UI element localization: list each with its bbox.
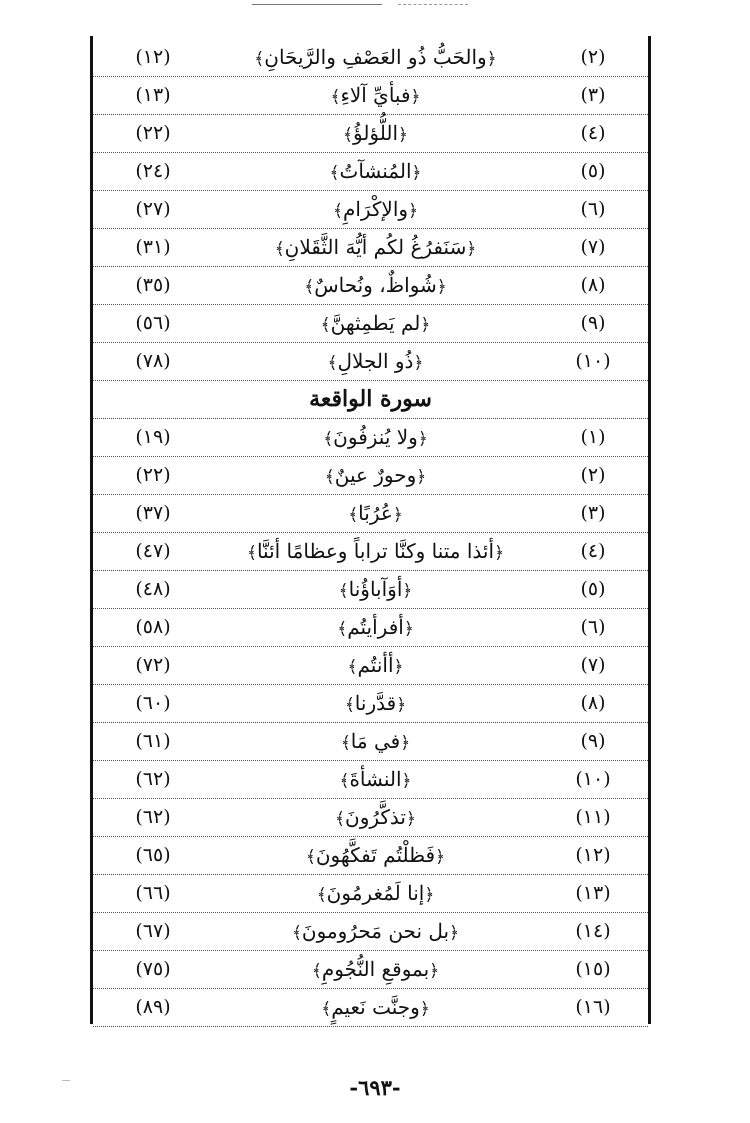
verse-reference: (١٩) <box>135 426 171 448</box>
ornate-bracket-close-icon: ﴾ <box>332 201 343 221</box>
table-row <box>93 76 648 115</box>
quranic-word <box>213 425 538 449</box>
page-number: -٦٩٣- <box>349 1075 401 1100</box>
ornate-bracket-open-icon: ﴿ <box>435 847 446 867</box>
table-row <box>93 912 648 951</box>
quranic-word <box>213 577 538 601</box>
table-row <box>93 722 648 761</box>
quranic-word <box>213 235 538 259</box>
entry-number: (١٤) <box>575 920 611 942</box>
quranic-word <box>213 843 538 867</box>
entry-number: (٨) <box>580 274 606 296</box>
word-text: وحورٌ عينٌ <box>334 463 417 487</box>
entry-number: (٦) <box>580 616 606 638</box>
margin-mark <box>62 1080 70 1081</box>
ornate-bracket-open-icon: ﴿ <box>400 733 411 753</box>
entry-number: (١٣) <box>575 882 611 904</box>
quranic-word <box>213 805 538 829</box>
word-text: والحَبُّ ذُو العَصْفِ والرَّيحَانِ <box>264 45 487 69</box>
verse-reference: (٦٢) <box>135 768 171 790</box>
quranic-word <box>213 83 538 107</box>
quranic-word <box>213 501 538 525</box>
word-text: أئذا متنا وكنَّا تراباً وعظامًا أئنَّا <box>256 539 495 563</box>
ornate-bracket-open-icon: ﴿ <box>393 657 404 677</box>
verse-reference: (٥٨) <box>135 616 171 638</box>
table-row <box>93 760 648 799</box>
ornate-bracket-close-icon: ﴾ <box>324 467 335 487</box>
word-text: بموقعِ النُّجُومِ <box>321 957 430 981</box>
ornate-bracket-open-icon: ﴿ <box>486 49 497 69</box>
ornate-bracket-close-icon: ﴾ <box>320 315 331 335</box>
entry-number: (١٥) <box>575 958 611 980</box>
verse-reference: (٦٢) <box>135 806 171 828</box>
word-text: أفرأيتُم <box>347 615 404 639</box>
entry-number: (٨) <box>580 692 606 714</box>
ornate-bracket-open-icon: ﴿ <box>416 467 427 487</box>
verse-reference: (٦٥) <box>135 844 171 866</box>
verse-reference: (٦٦) <box>135 882 171 904</box>
table-row <box>93 38 648 77</box>
ornate-bracket-close-icon: ﴾ <box>337 619 348 639</box>
entry-number: (٤) <box>580 540 606 562</box>
entry-number: (٣) <box>580 84 606 106</box>
verse-reference: (٢٤) <box>135 160 171 182</box>
table-row <box>93 418 648 457</box>
verse-reference: (٤٧) <box>135 540 171 562</box>
word-text: اللُّؤلؤُ <box>352 121 399 145</box>
quranic-word <box>213 881 538 905</box>
entry-number: (١٦) <box>575 996 611 1018</box>
ornate-bracket-open-icon: ﴿ <box>420 315 431 335</box>
quranic-word <box>213 767 538 791</box>
ornate-bracket-open-icon: ﴿ <box>419 999 430 1019</box>
quranic-word <box>213 653 538 677</box>
ornate-bracket-close-icon: ﴾ <box>311 961 322 981</box>
verse-reference: (٨٩) <box>135 996 171 1018</box>
word-text: أوَآباؤُنا <box>348 577 403 601</box>
ornate-bracket-open-icon: ﴿ <box>398 125 408 145</box>
entry-number: (٢) <box>580 46 606 68</box>
verse-reference: (٤٨) <box>135 578 171 600</box>
ornate-bracket-close-icon: ﴾ <box>316 885 327 905</box>
ornate-bracket-open-icon: ﴿ <box>411 163 422 183</box>
word-table <box>90 36 651 1024</box>
table-row <box>93 494 648 533</box>
ornate-bracket-open-icon: ﴿ <box>436 277 447 297</box>
table-row <box>93 798 648 837</box>
verse-reference: (٧٢) <box>135 654 171 676</box>
word-text: فبأيِّ آلاءِ <box>340 83 411 107</box>
entry-number: (١٠) <box>575 768 611 790</box>
section-heading-row <box>93 380 648 419</box>
ornate-bracket-open-icon: ﴿ <box>417 429 428 449</box>
ornate-bracket-open-icon: ﴿ <box>466 239 477 259</box>
table-row <box>93 646 648 685</box>
table-row <box>93 342 648 381</box>
section-heading: سورة الواقعة <box>309 386 432 412</box>
table-row <box>93 190 648 229</box>
word-text: قدَّرنا <box>354 691 397 715</box>
ornate-bracket-open-icon: ﴿ <box>401 771 412 791</box>
verse-reference: (٣١) <box>135 236 171 258</box>
quranic-word <box>213 691 538 715</box>
table-row <box>93 304 648 343</box>
entry-number: (١٢) <box>575 844 611 866</box>
word-text: وجنَّت نَعيمٍ <box>331 995 420 1019</box>
ornate-bracket-open-icon: ﴿ <box>410 87 421 107</box>
verse-reference: (٦٧) <box>135 920 171 942</box>
table-row <box>93 836 648 875</box>
verse-reference: (٢٢) <box>135 464 171 486</box>
table-row <box>93 608 648 647</box>
entry-number: (٣) <box>580 502 606 524</box>
ornate-bracket-close-icon: ﴾ <box>329 163 340 183</box>
ornate-bracket-open-icon: ﴿ <box>429 961 440 981</box>
verse-reference: (٦١) <box>135 730 171 752</box>
ornate-bracket-close-icon: ﴾ <box>304 277 315 297</box>
entry-number: (١) <box>580 426 606 448</box>
entry-number: (٩) <box>580 730 606 752</box>
quranic-word <box>213 919 538 943</box>
verse-reference: (٣٧) <box>135 502 171 524</box>
ornate-bracket-close-icon: ﴾ <box>254 49 265 69</box>
word-text: إنا لَمُغرمُونَ <box>326 881 425 905</box>
ornate-bracket-close-icon: ﴾ <box>274 239 285 259</box>
verse-reference: (٣٥) <box>135 274 171 296</box>
word-text: عُرُبًا <box>358 501 393 525</box>
ornate-bracket-close-icon: ﴾ <box>305 847 316 867</box>
quranic-word <box>213 349 538 373</box>
word-text: تذكَّرُونَ <box>345 805 406 829</box>
quranic-word <box>213 729 538 753</box>
table-row <box>93 988 648 1027</box>
word-text: بل نحن مَحرُومونَ <box>301 919 450 943</box>
word-text: المُنشآتُ <box>339 159 412 183</box>
quranic-word <box>213 615 538 639</box>
entry-number: (٥) <box>580 578 606 600</box>
entry-number: (٤) <box>580 122 606 144</box>
word-text: شُواظٌ، ونُحاسٌ <box>314 273 437 297</box>
ornate-bracket-open-icon: ﴿ <box>392 505 403 525</box>
ornate-bracket-close-icon: ﴾ <box>291 923 302 943</box>
quranic-word <box>213 957 538 981</box>
ornate-bracket-close-icon: ﴾ <box>348 505 359 525</box>
quranic-word <box>213 463 538 487</box>
ornate-bracket-close-icon: ﴾ <box>338 581 349 601</box>
ornate-bracket-close-icon: ﴾ <box>340 733 351 753</box>
ornate-bracket-close-icon: ﴾ <box>327 353 338 373</box>
ornate-bracket-open-icon: ﴿ <box>413 353 424 373</box>
verse-reference: (١٢) <box>135 46 171 68</box>
ornate-bracket-close-icon: ﴾ <box>343 125 353 145</box>
entry-number: (١٠) <box>575 350 611 372</box>
ornate-bracket-close-icon: ﴾ <box>339 771 350 791</box>
quranic-word <box>213 273 538 297</box>
table-row <box>93 152 648 191</box>
table-row <box>93 950 648 989</box>
verse-reference: (١٣) <box>135 84 171 106</box>
ornate-bracket-close-icon: ﴾ <box>321 999 332 1019</box>
table-row <box>93 874 648 913</box>
ornate-bracket-open-icon: ﴿ <box>405 809 416 829</box>
entry-number: (٦) <box>580 198 606 220</box>
word-text: سَنَفرُغُ لكُم أيُّهَ الثَّقَلانِ <box>284 235 467 259</box>
verse-reference: (٥٦) <box>135 312 171 334</box>
table-row <box>93 684 648 723</box>
verse-reference: (٢٧) <box>135 198 171 220</box>
table-row <box>93 114 648 153</box>
ornate-bracket-close-icon: ﴾ <box>323 429 334 449</box>
verse-reference: (٢٢) <box>135 122 171 144</box>
quranic-word <box>213 159 538 183</box>
table-row <box>93 456 648 495</box>
quranic-word <box>213 121 538 145</box>
verse-reference: (٧٨) <box>135 350 171 372</box>
word-text: في مَا <box>350 729 401 753</box>
quranic-word <box>213 311 538 335</box>
ornate-bracket-close-icon: ﴾ <box>344 695 355 715</box>
word-text: لم يَطمِثهنَّ <box>330 311 421 335</box>
quranic-word <box>213 995 538 1019</box>
ornate-bracket-close-icon: ﴾ <box>246 543 257 563</box>
entry-number: (١١) <box>575 806 611 828</box>
verse-reference: (٦٠) <box>135 692 171 714</box>
word-text: فَظلْتُم تَفكَّهُونَ <box>315 843 436 867</box>
word-text: والإكْرَامِ <box>342 197 409 221</box>
verse-reference: (٧٥) <box>135 958 171 980</box>
entry-number: (٢) <box>580 464 606 486</box>
ornate-bracket-open-icon: ﴿ <box>424 885 435 905</box>
word-text: النشأةَ <box>349 767 402 791</box>
table-row <box>93 532 648 571</box>
ornate-bracket-close-icon: ﴾ <box>330 87 341 107</box>
word-text: ذُو الجلالِ <box>337 349 414 373</box>
word-text: ولا يُنزفُونَ <box>333 425 418 449</box>
ornate-bracket-close-icon: ﴾ <box>335 809 346 829</box>
ornate-bracket-open-icon: ﴿ <box>408 201 419 221</box>
top-rule-dashed <box>398 4 468 5</box>
table-row <box>93 228 648 267</box>
entry-number: (٩) <box>580 312 606 334</box>
table-row <box>93 266 648 305</box>
ornate-bracket-open-icon: ﴿ <box>494 543 505 563</box>
ornate-bracket-close-icon: ﴾ <box>347 657 358 677</box>
quranic-word <box>213 197 538 221</box>
entry-number: (٥) <box>580 160 606 182</box>
ornate-bracket-open-icon: ﴿ <box>403 619 414 639</box>
ornate-bracket-open-icon: ﴿ <box>449 923 460 943</box>
word-text: أأنتُم <box>357 653 394 677</box>
ornate-bracket-open-icon: ﴿ <box>396 695 407 715</box>
entry-number: (٧) <box>580 654 606 676</box>
quranic-word <box>213 45 538 69</box>
ornate-bracket-open-icon: ﴿ <box>402 581 413 601</box>
entry-number: (٧) <box>580 236 606 258</box>
quranic-word <box>213 539 538 563</box>
table-row <box>93 570 648 609</box>
top-rule <box>252 4 382 5</box>
